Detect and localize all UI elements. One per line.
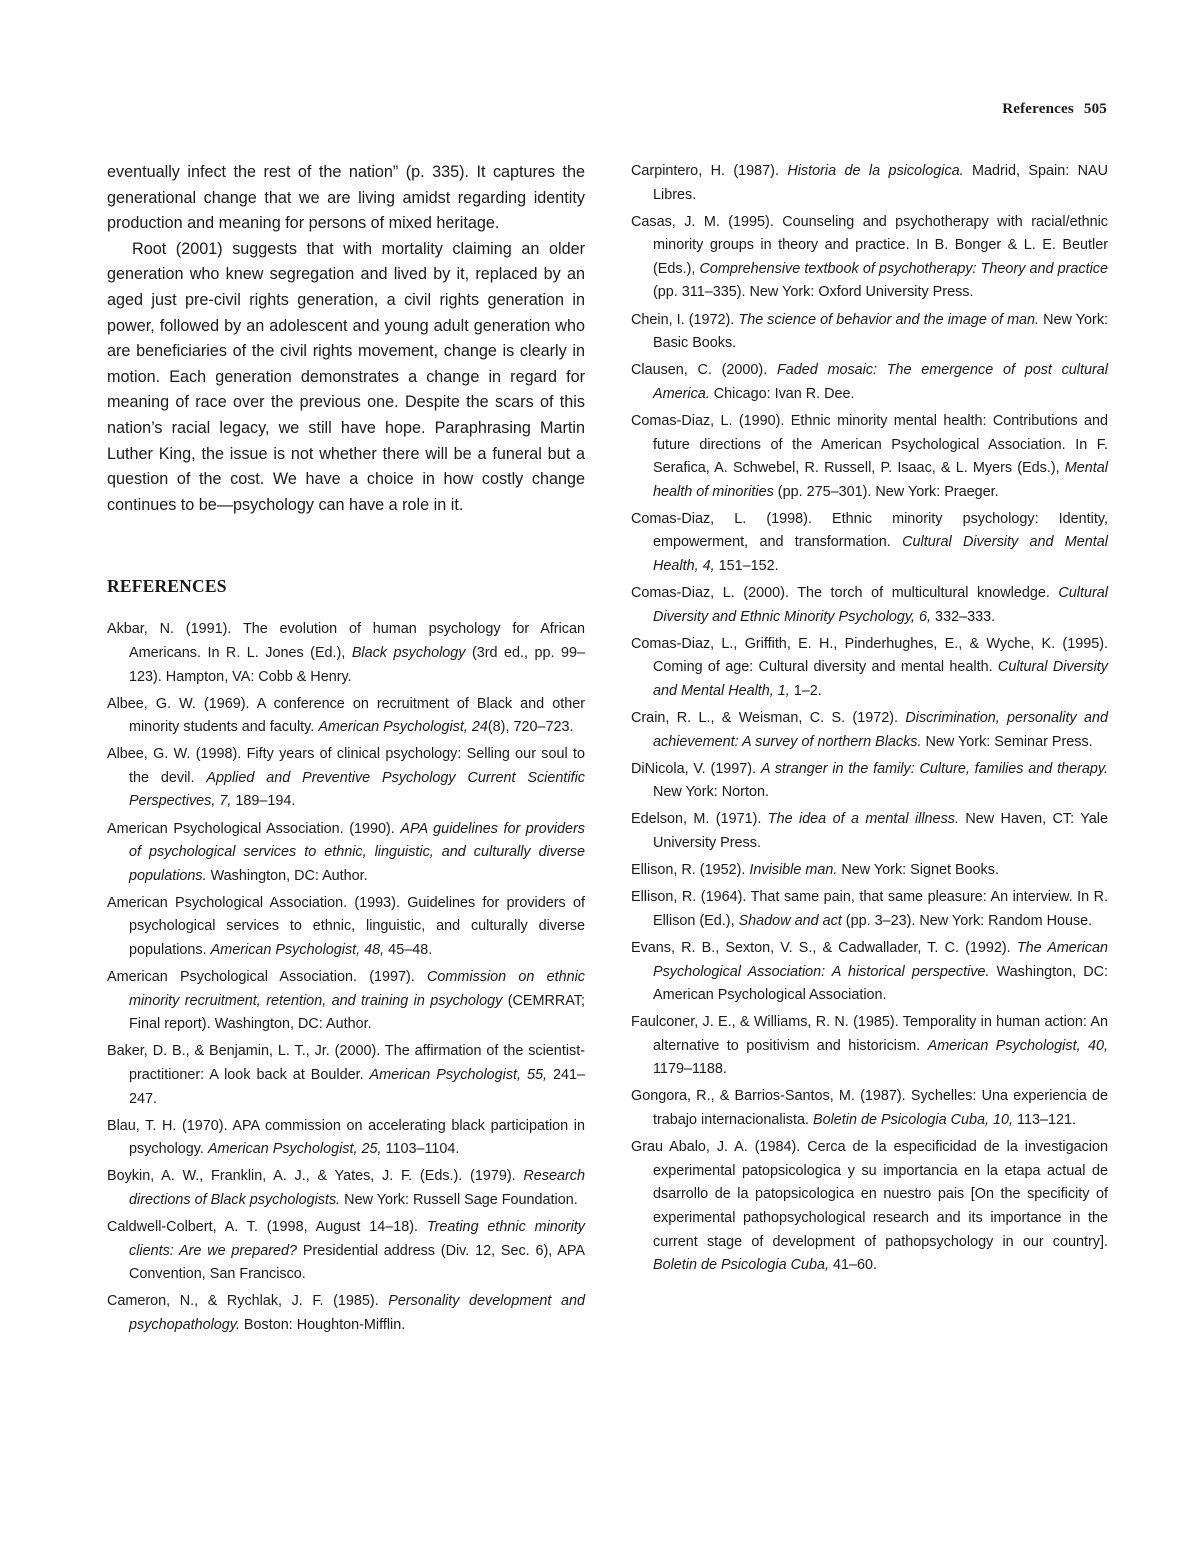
reference-source: 241–247.: [129, 1067, 585, 1107]
reference-source: 332–333.: [931, 608, 996, 625]
reference-title: Personality development and psychopathology.: [129, 1293, 585, 1333]
reference-title: Treating ethnic minority clients: Are we prepared?: [129, 1219, 585, 1259]
reference-entry: [107, 892, 585, 963]
reference-source: 1179–1188.: [653, 1061, 727, 1078]
reference-title: American Psychologist, 55,: [369, 1067, 548, 1083]
references-list-right: [631, 160, 1108, 1278]
reference-source: (pp. 311–335). New York: Oxford University Press.: [653, 284, 974, 301]
reference-entry: [107, 1115, 585, 1162]
reference-source: New York: Seminar Press.: [921, 733, 1093, 750]
reference-text: Clausen, C. (2000).: [631, 362, 777, 379]
reference-text: American Psychological Association. (1993). Guidelines for providers of psychological services to ethnic, linguistic, and culturally diverse populations.: [107, 894, 585, 959]
reference-text: American Psychological Association. (1990).: [107, 820, 401, 837]
reference-title: Black psychology: [351, 644, 466, 661]
reference-text: Ellison, R. (1952).: [631, 862, 750, 879]
reference-entry: [631, 160, 1108, 207]
reference-entry: [631, 808, 1108, 855]
reference-text: Crain, R. L., & Weisman, C. S. (1972).: [631, 710, 906, 727]
reference-source: Madrid, Spain: NAU Libres.: [653, 163, 1108, 203]
reference-entry: [631, 309, 1108, 356]
reference-title: The American Psychological Association: A historical perspective.: [653, 939, 1109, 980]
reference-entry: [631, 707, 1108, 754]
reference-title: Commission on ethnic minority recruitment, retention, and training in psychology: [129, 969, 585, 1009]
reference-text: Edelson, M. (1971).: [631, 811, 768, 828]
reference-entry: [107, 1165, 585, 1212]
reference-source: Chicago: Ivan R. Dee.: [709, 385, 855, 402]
page-number: 505: [1083, 101, 1107, 117]
reference-source: 113–121.: [1013, 1112, 1076, 1129]
reference-text: Chein, I. (1972).: [631, 311, 739, 328]
reference-title: Faded mosaic: The emergence of post cultural America.: [653, 362, 1108, 402]
reference-entry: [107, 1290, 585, 1337]
reference-entry: [631, 211, 1108, 305]
running-head-section: References: [1002, 101, 1074, 117]
reference-entry: [631, 886, 1108, 933]
reference-source: Washington, DC: American Psychological Association.: [653, 963, 1108, 1004]
reference-title: Discrimination, personality and achievement: A survey of northern Blacks.: [653, 710, 1108, 750]
reference-source: Boston: Houghton-Mifflin.: [239, 1316, 406, 1333]
reference-title: Cultural Diversity and Mental Health, 1,: [653, 659, 1108, 699]
reference-title: American Psychologist, 25,: [207, 1141, 382, 1158]
reference-entry: [631, 1085, 1108, 1132]
reference-title: Boletin de Psicologia Cuba,: [653, 1257, 829, 1274]
reference-title: American Psychologist, 40,: [927, 1037, 1108, 1054]
reference-text: Grau Abalo, J. A. (1984). Cerca de la especificidad de la investigacion experimental patopsicologica y su importancia en la etapa actual de dsarrollo de la patopsicologica en nuestro pais [On the specificity of experimental pathopsychological research and its importance in the current stage of development of pathopsychology in our country].: [631, 1139, 1108, 1250]
reference-entry: [631, 1011, 1108, 1082]
reference-entry: [107, 1216, 585, 1287]
reference-text: American Psychological Association. (1997).: [107, 969, 427, 986]
reference-text: Carpintero, H. (1987).: [631, 163, 788, 179]
reference-title: APA guidelines for providers of psychological services to ethnic, linguistic, and culturally diverse populations.: [129, 820, 585, 884]
reference-entry: [631, 410, 1108, 504]
reference-text: Comas-Diaz, L. (1998). Ethnic minority psychology: Identity, empowerment, and transformation.: [631, 510, 1108, 551]
reference-title: Comprehensive textbook of psychotherapy: Theory and practice: [699, 260, 1108, 277]
reference-title: Invisible man.: [749, 862, 838, 879]
reference-entry: [631, 582, 1108, 629]
reference-source: New York: Norton.: [653, 784, 769, 801]
reference-source: (pp. 275–301). New York: Praeger.: [773, 483, 999, 500]
reference-entry: [107, 966, 585, 1037]
reference-title: The idea of a mental illness.: [767, 811, 959, 828]
reference-title: Mental health of minorities: [653, 460, 1108, 500]
reference-text: DiNicola, V. (1997).: [631, 760, 761, 777]
references-list-left: [107, 618, 585, 1337]
reference-entry: [631, 937, 1108, 1008]
reference-text: Faulconer, J. E., & Williams, R. N. (1985). Temporality in human action: An alternative to positivism and historicism.: [631, 1014, 1108, 1054]
running-head: [1002, 101, 1107, 118]
body-paragraph: Root (2001) suggests that with mortality claiming an older generation who knew segregation and lived by it, replaced by an aged just pre-civil rights generation, a civil rights generation in power, followed by an adolescent and young adult generation who are beneficiaries of the civil rights movement, change is clearly in motion. Each generation demonstrates a change in regard for meaning of race over the previous one. Despite the scars of this nation’s racial legacy, we still have hope. Paraphrasing Martin Luther King, the issue is not whether there will be a funeral but a question of the cost. We have a choice in how costly change continues to be—psychology can have a role in it.: [107, 239, 585, 514]
reference-source: New York: Signet Books.: [837, 862, 999, 879]
body-paragraph: eventually infect the rest of the nation” (p. 335). It captures the generational change that we are living amidst regarding identity production and meaning for persons of mixed heritage.: [107, 163, 585, 233]
reference-text: Comas-Diaz, L., Griffith, E. H., Pinderhughes, E., & Wyche, K. (1995). Coming of age: Cultural diversity and mental health.: [631, 635, 1108, 676]
reference-source: 1–2.: [789, 682, 822, 699]
reference-source: New Haven, CT: Yale University Press.: [653, 811, 1108, 852]
reference-entry: [631, 1136, 1108, 1278]
reference-entry: [631, 508, 1108, 579]
reference-text: Comas-Diaz, L. (1990). Ethnic minority mental health: Contributions and future directions of the American Psychological Association. In F. Serafica, A. Schwebel, R. Russell, P. Isaac, & L. Myers (Eds.),: [631, 412, 1108, 477]
reference-source: New York: Russell Sage Foundation.: [340, 1191, 578, 1208]
reference-entry: [107, 743, 585, 814]
reference-title: The science of behavior and the image of man.: [738, 311, 1040, 328]
reference-entry: [107, 693, 585, 740]
reference-title: American Psychologist, 48,: [210, 942, 385, 959]
reference-text: Casas, J. M. (1995). Counseling and psychotherapy with racial/ethnic minority groups in theory and practice. In B. Bonger & L. E. Beutler (Eds.),: [631, 213, 1108, 277]
reference-text: Baker, D. B., & Benjamin, L. T., Jr. (2000). The affirmation of the scientist-practitioner: A look back at Boulder.: [107, 1043, 585, 1083]
reference-text: Boykin, A. W., Franklin, A. J., & Yates, J. F. (Eds.). (1979).: [107, 1168, 524, 1185]
reference-entry: [631, 758, 1108, 805]
right-column: [631, 160, 1108, 1281]
reference-source: (3rd ed., pp. 99–123). Hampton, VA: Cobb & Henry.: [129, 644, 585, 685]
reference-entry: [631, 633, 1108, 704]
reference-source: (pp. 3–23). New York: Random House.: [841, 912, 1093, 929]
reference-title: American Psychologist, 24: [318, 719, 488, 736]
reference-text: Caldwell-Colbert, A. T. (1998, August 14–18).: [107, 1219, 427, 1236]
reference-source: New York: Basic Books.: [653, 311, 1109, 352]
reference-title: Research directions of Black psychologists.: [129, 1168, 585, 1208]
reference-title: Boletin de Psicologia Cuba, 10,: [813, 1112, 1014, 1129]
reference-source: 1103–1104.: [381, 1141, 460, 1158]
reference-text: Albee, G. W. (1998). Fifty years of clinical psychology: Selling our soul to the devil.: [107, 746, 585, 786]
reference-text: Akbar, N. (1991). The evolution of human psychology for African Americans. In R. L. Jones (Ed.),: [107, 621, 585, 661]
reference-title: Cultural Diversity and Mental Health, 4,: [653, 534, 1108, 574]
reference-source: (8), 720–723.: [487, 719, 574, 736]
left-column: [107, 160, 585, 1341]
reference-text: Gongora, R., & Barrios-Santos, M. (1987). Sychelles: Una experiencia de trabajo internacionalista.: [631, 1088, 1108, 1129]
reference-title: Shadow and act: [738, 912, 842, 929]
reference-title: A stranger in the family: Culture, families and therapy.: [760, 760, 1108, 777]
reference-source: 189–194.: [231, 793, 296, 810]
references-heading: REFERENCES: [107, 576, 227, 597]
reference-title: Cultural Diversity and Ethnic Minority Psychology, 6,: [653, 585, 1108, 625]
reference-source: 41–60.: [829, 1257, 878, 1274]
reference-text: Cameron, N., & Rychlak, J. F. (1985).: [107, 1293, 389, 1310]
reference-text: Comas-Diaz, L. (2000). The torch of multicultural knowledge.: [631, 585, 1059, 602]
reference-text: Albee, G. W. (1969). A conference on recruitment of Black and other minority students and faculty.: [107, 695, 585, 736]
reference-source: Presidential address (Div. 12, Sec. 6), APA Convention, San Francisco.: [129, 1242, 585, 1283]
reference-source: 151–152.: [714, 558, 779, 574]
reference-title: Applied and Preventive Psychology Current Scientific Perspectives, 7,: [129, 769, 585, 810]
reference-text: Ellison, R. (1964). That same pain, that same pleasure: An interview. In R. Ellison (Ed.),: [631, 889, 1108, 929]
reference-source: (CEMRRAT; Final report). Washington, DC: Author.: [129, 992, 585, 1033]
reference-text: Evans, R. B., Sexton, V. S., & Cadwallader, T. C. (1992).: [631, 939, 1017, 956]
reference-entry: [631, 359, 1108, 406]
reference-entry: [107, 618, 585, 689]
reference-source: Washington, DC: Author.: [206, 867, 368, 884]
reference-source: 45–48.: [384, 942, 433, 959]
reference-entry: [107, 1040, 585, 1111]
reference-title: Historia de la psicologica.: [787, 163, 964, 179]
reference-entry: [631, 859, 1108, 883]
reference-text: Blau, T. H. (1970). APA commission on accelerating black participation in psychology.: [107, 1117, 585, 1158]
reference-entry: [107, 818, 585, 889]
